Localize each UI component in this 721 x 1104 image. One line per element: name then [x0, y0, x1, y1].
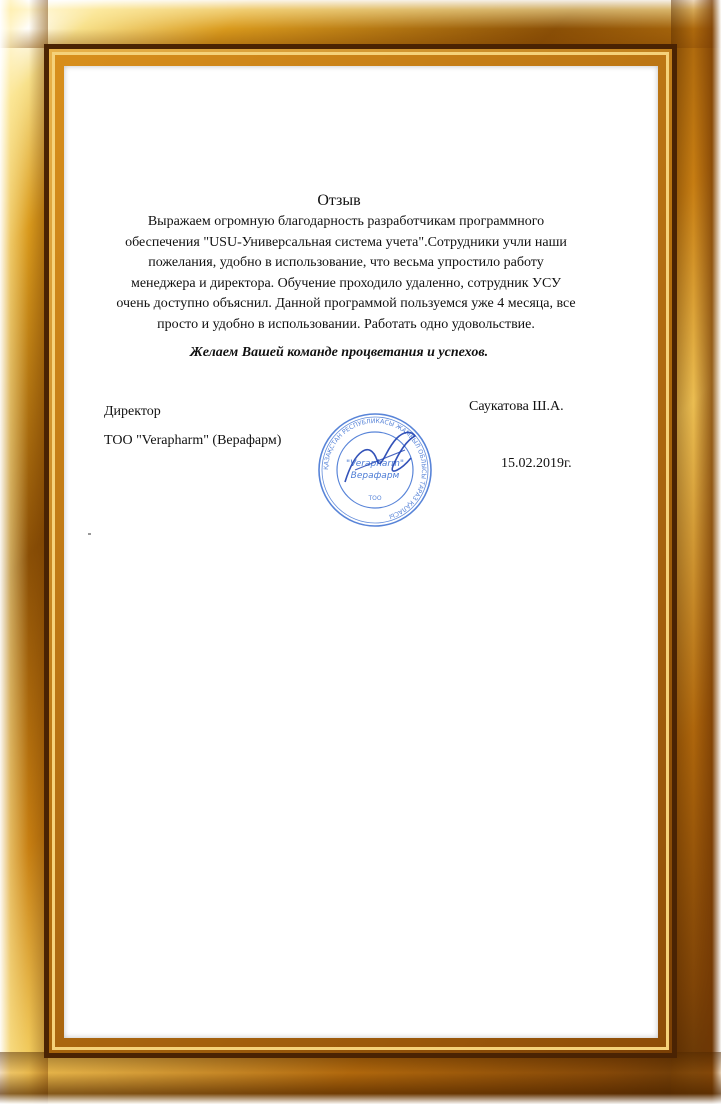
scan-speck — [88, 533, 91, 535]
stamp-bottom-text: ТОО — [368, 495, 382, 502]
frame-highlight-top — [0, 0, 721, 48]
letter-paper — [64, 66, 658, 1038]
frame-shadow-right — [671, 0, 721, 1104]
letter-wish: Желаем Вашей команде процветания и успехов. — [189, 345, 489, 360]
letter-date: 15.02.2019г. — [501, 456, 572, 471]
company-name: ТОО "Verapharm" (Верафарм) — [104, 433, 282, 448]
company-stamp — [315, 410, 435, 530]
stamp-ring-text: ҚАЗАҚСТАН РЕСПУБЛИКАСЫ ЖАМБЫЛ ОБЛЫСЫ ТАРАЗ ҚАЛАСЫ — [322, 417, 428, 520]
frame-highlight-left — [0, 0, 48, 1104]
stamp-center-text: "Verapharm" — [345, 459, 405, 469]
letter-body: Выражаем огромную благодарность разработчикам программного обеспечения "USU-Универсальная система учета".Сотрудники учли наши пожелания, удобно в использование, что весьма упростило работу менеджера и директора. Обучение проходило удаленно, сотрудник УСУ очень доступно объяснил. Данной программой пользуемся уже 4 месяца, все просто и удобно в использовании. Работать одно удовольствие. — [116, 214, 576, 332]
stamp-center-text-ru: Верафарм — [350, 471, 400, 481]
frame-shadow-bottom — [0, 1052, 721, 1104]
signer-name: Саукатова Ш.А. — [469, 399, 564, 414]
signer-position: Директор — [104, 404, 161, 419]
stamp-seal-icon — [315, 410, 435, 530]
letter-title: Отзыв — [317, 192, 361, 209]
